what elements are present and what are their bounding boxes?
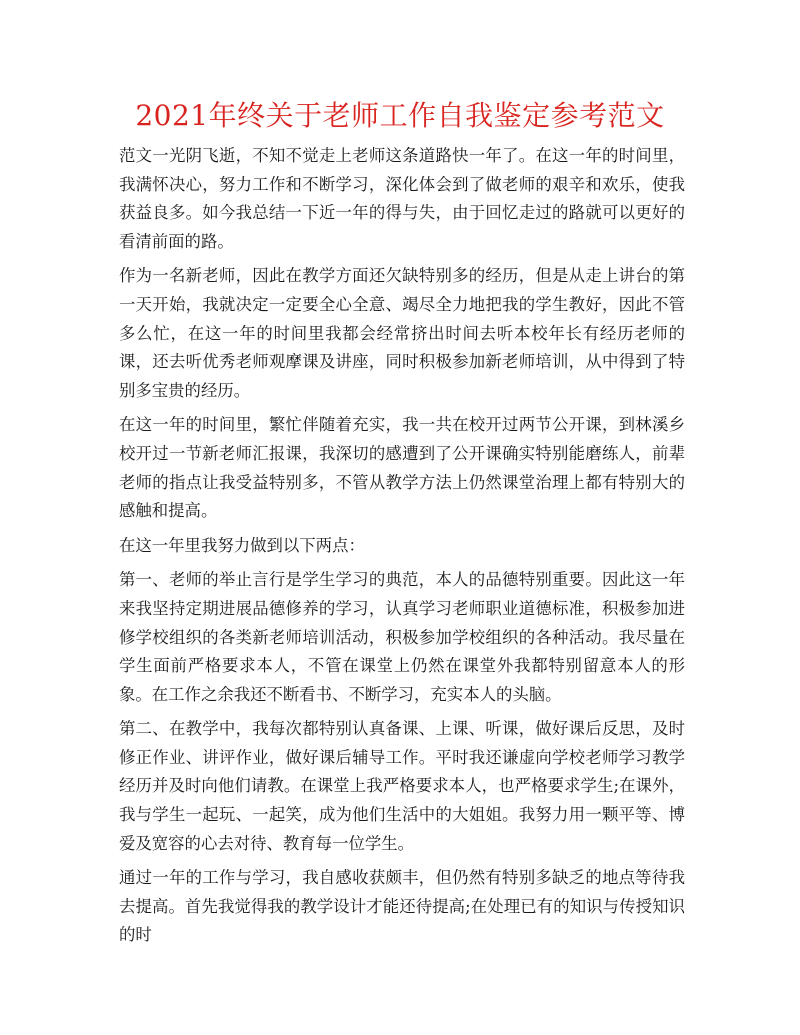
document-body — [119, 142, 685, 956]
paragraph-1: 范文一光阴飞逝，不知不觉走上老师这条道路快一年了。在这一年的时间里，我满怀决心，努力工作和不断学习，深化体会到了做老师的艰辛和欢乐，使我获益良多。如今我总结一下近一年的得与失，由于回忆走过的路就可以更好的看清前面的路。 — [119, 146, 685, 251]
paragraph-6: 第二、在教学中，我每次都特别认真备课、上课、听课，做好课后反思，及时修正作业、讲评作业，做好课后辅导工作。平时我还谦虚向学校老师学习教学经历并及时向他们请教。在课堂上我严格要求本人，也严格要求学生;在课外，我与学生一起玩、一起笑，成为他们生活中的大姐姐。我努力用一颗平等、博爱及宽容的心去对待、教育每一位学生。 — [119, 719, 685, 853]
paragraph-2: 作为一名新老师，因此在教学方面还欠缺特别多的经历，但是从走上讲台的第一天开始，我就决定一定要全心全意、竭尽全力地把我的学生教好，因此不管多么忙，在这一年的时间里我都会经常挤出时间去听本校年长有经历老师的课，还去听优秀老师观摩课及讲座，同时积极参加新老师培训，从中得到了特别多宝贵的经历。 — [119, 266, 685, 400]
paragraph-3: 在这一年的时间里，繁忙伴随着充实，我一共在校开过两节公开课，到林溪乡校开过一节新老师汇报课，我深切的感遭到了公开课确实特别能磨练人，前辈老师的指点让我受益特别多，不管从教学方法上仍然课堂治理上都有特别大的感触和提高。 — [119, 415, 685, 521]
paragraph-4: 在这一年里我努力做到以下两点： — [119, 535, 365, 555]
paragraph-7: 通过一年的工作与学习，我自感收获颇丰，但仍然有特别多缺乏的地点等待我去提高。首先我觉得我的教学设计才能还待提高;在处理已有的知识与传授知识的时 — [119, 868, 685, 945]
paragraph-5: 第一、老师的举止言行是学生学习的典范，本人的品德特别重要。因此这一年来我坚持定期进展品德修养的学习，认真学习老师职业道德标准，积极参加进修学校组织的各类新老师培训活动，积极参加学校组织的各种活动。我尽量在学生面前严格要求本人，不管在课堂上仍然在课堂外我都特别留意本人的形象。在工作之余我还不断看书、不断学习，充实本人的头脑。 — [119, 570, 685, 704]
document-title: 2021年终关于老师工作自我鉴定参考范文 — [135, 99, 665, 132]
